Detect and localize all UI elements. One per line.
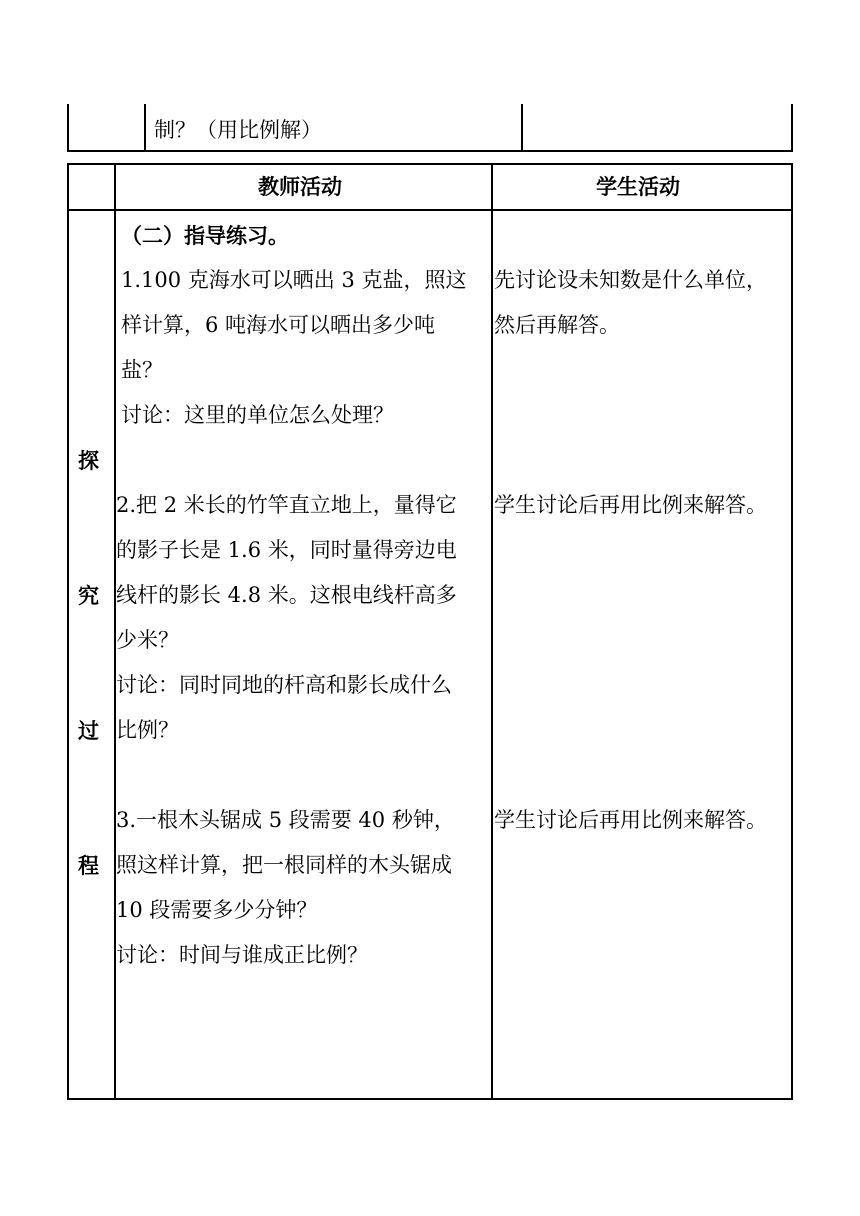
section-label-char-4: 程 bbox=[78, 854, 99, 878]
student-activity-2: 学生讨论后再用比例来解答。 bbox=[494, 493, 767, 517]
header-row-divider bbox=[67, 209, 793, 211]
table-border-right bbox=[791, 163, 793, 1100]
problem-2-line-4: 少米？ bbox=[116, 628, 179, 652]
table-border-col1 bbox=[144, 104, 146, 152]
header-teacher-activity: 教师活动 bbox=[258, 175, 342, 199]
student-activity-3: 学生讨论后再用比例来解答。 bbox=[494, 808, 767, 832]
section-label-char-1: 探 bbox=[78, 449, 99, 473]
problem-3-line-2: 照这样计算，把一根同样的木头锯成 bbox=[116, 853, 452, 877]
table-border-top bbox=[67, 163, 793, 165]
problem-2-line-2: 的影子长是 1.6 米，同时量得旁边电 bbox=[116, 538, 457, 562]
student-activity-1-line-2: 然后再解答。 bbox=[494, 313, 620, 337]
table-border-bottom bbox=[67, 150, 793, 152]
problem-2-discussion-line-1: 讨论：同时同地的杆高和影长成什么 bbox=[116, 673, 452, 697]
problem-3-line-1: 3.一根木头锯成 5 段需要 40 秒钟， bbox=[116, 808, 455, 832]
header-student-activity: 学生活动 bbox=[596, 175, 680, 199]
problem-1-line-1: 1.100 克海水可以晒出 3 克盐，照这 bbox=[121, 268, 467, 292]
problem-3-line-3: 10 段需要多少分钟？ bbox=[116, 898, 318, 922]
problem-2-line-3: 线杆的影长 4.8 米。这根电线杆高多 bbox=[116, 583, 457, 607]
top-fragment-text: 制？（用比例解） bbox=[154, 118, 322, 142]
problem-1-line-2: 样计算，6 吨海水可以晒出多少吨 bbox=[121, 313, 436, 337]
problem-2-line-1: 2.把 2 米长的竹竿直立地上，量得它 bbox=[116, 493, 457, 517]
table-border-col2 bbox=[491, 163, 493, 1100]
section-label-char-3: 过 bbox=[78, 719, 99, 743]
table-border-bottom bbox=[67, 1098, 793, 1100]
problem-3-discussion: 讨论：时间与谁成正比例？ bbox=[116, 943, 368, 967]
problem-1-line-3: 盐？ bbox=[121, 358, 163, 382]
table-border-col2 bbox=[521, 104, 523, 152]
table-border-left bbox=[67, 104, 69, 152]
section-title: （二）指导练习。 bbox=[121, 224, 289, 248]
table-border-left bbox=[67, 163, 69, 1100]
problem-2-discussion-line-2: 比例？ bbox=[116, 718, 179, 742]
section-label-char-2: 究 bbox=[78, 584, 99, 608]
table-border-right bbox=[791, 104, 793, 152]
problem-1-discussion: 讨论：这里的单位怎么处理？ bbox=[121, 403, 394, 427]
student-activity-1-line-1: 先讨论设未知数是什么单位， bbox=[494, 268, 767, 292]
